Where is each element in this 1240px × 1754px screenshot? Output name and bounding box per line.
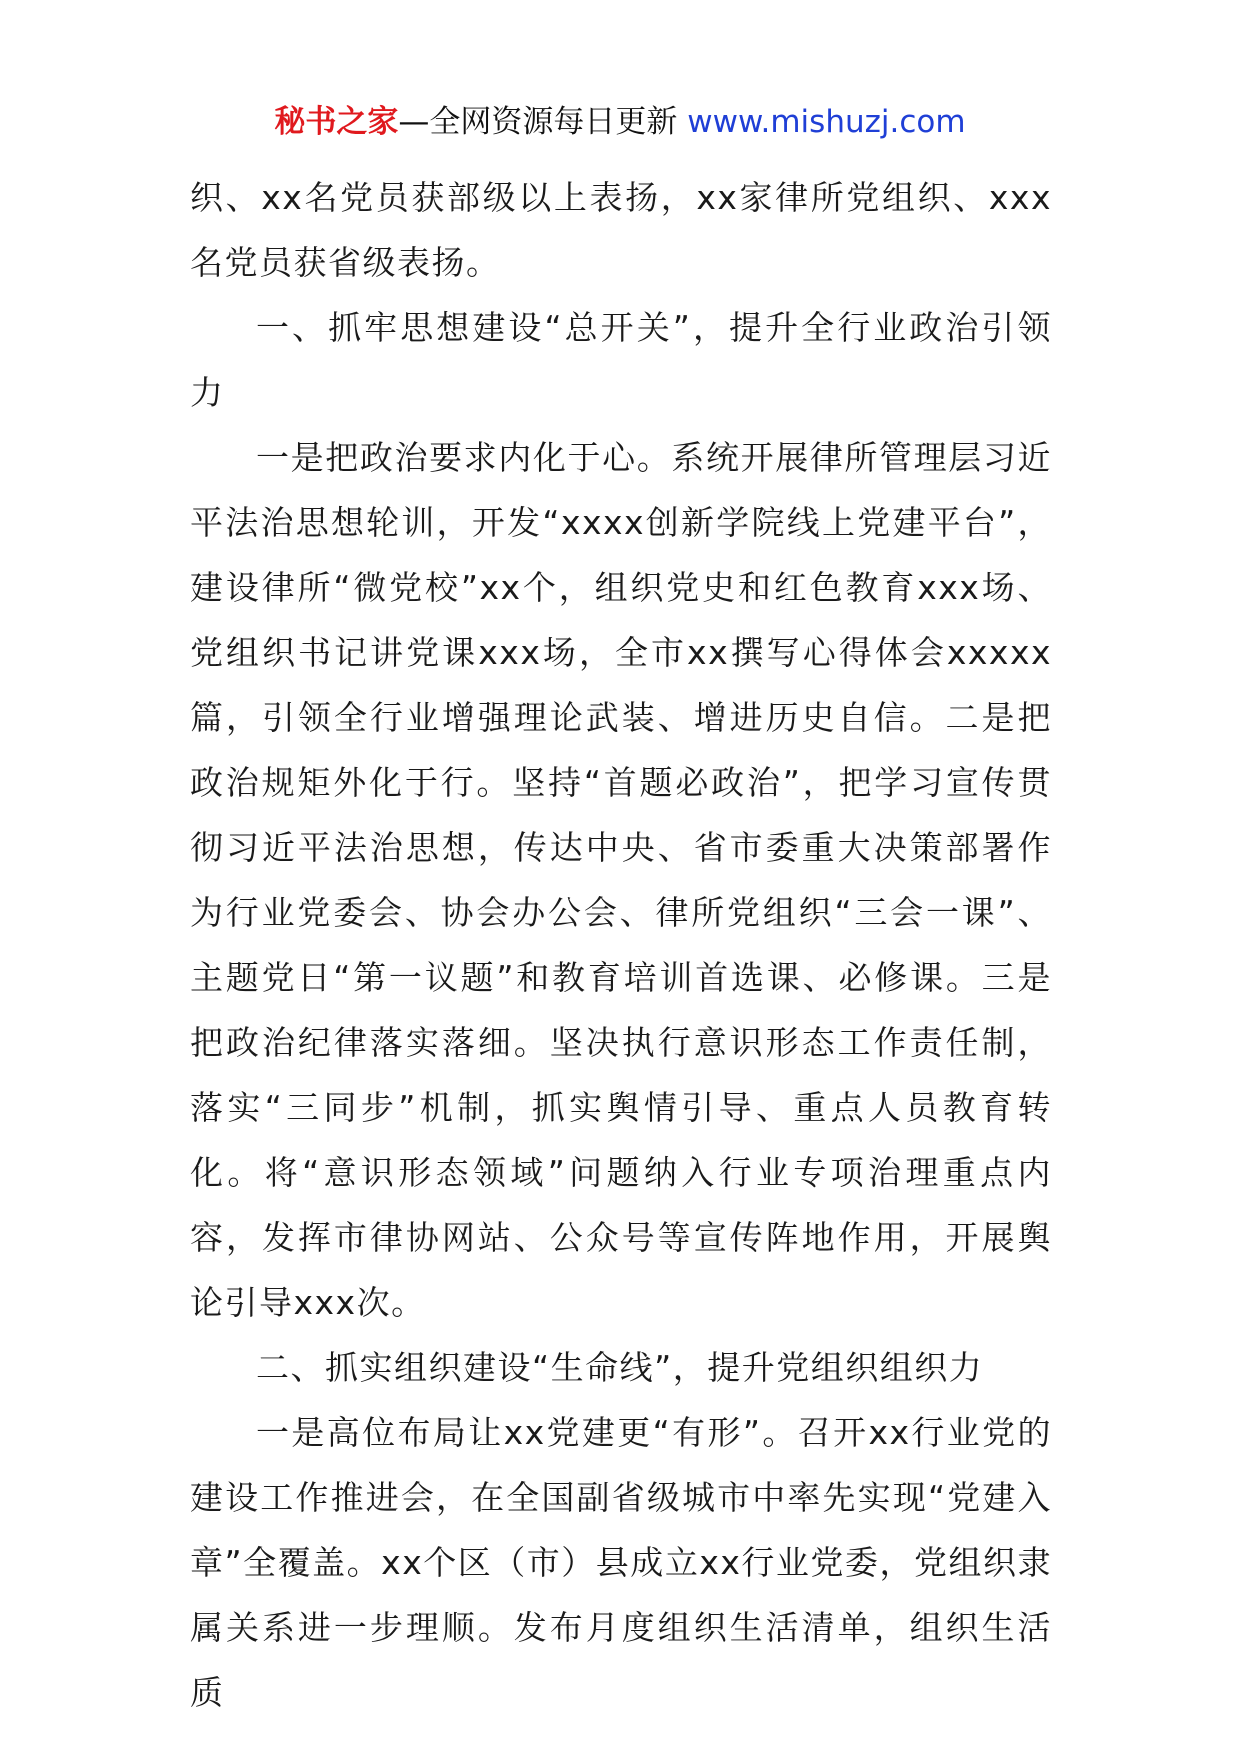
paragraph-body-2: 一是高位布局让xx党建更“有形”。召开xx行业党的建设工作推进会，在全国副省级城市中率先实现“党建入章”全覆盖。xx个区（市）县成立xx行业党委，党组织隶属关系进一步理顺。发布月度组织生活清单，组织生活质 xyxy=(190,1413,1052,1712)
site-url-link[interactable]: www.mishuzj.com xyxy=(687,104,966,140)
brand-name: 秘书之家 xyxy=(274,104,399,140)
paragraph-body-1: 一是把政治要求内化于心。系统开展律所管理层习近平法治思想轮训，开发“xxxx创新学院线上党建平台”，建设律所“微党校”xx个，组织党史和红色教育xxx场、党组织书记讲党课xxx场，全市xx撰写心得体会xxxxx篇，引领全行业增强理论武装、增进历史自信。二是把政治规矩外化于行。坚持“首题必政治”，把学习宣传贯彻习近平法治思想，传达中央、省市委重大决策部署作为行业党委会、协会办公会、律所党组织“三会一课”、主题党日“第一议题”和教育培训首选课、必修课。三是把政治纪律落实落细。坚决执行意识形态工作责任制，落实“三同步”机制，抓实舆情引导、重点人员教育转化。将“意识形态领域”问题纳入行业专项治理重点内容，发挥市律协网站、公众号等宣传阵地作用，开展舆论引导xxx次。 xyxy=(190,438,1052,1322)
paragraph-continuation: 织、xx名党员获部级以上表扬，xx家律所党组织、xxx名党员获省级表扬。 xyxy=(190,178,1052,282)
section-heading-1: 一、抓牢思想建设“总开关”，提升全行业政治引领力 xyxy=(190,308,1052,412)
header-tagline: —全网资源每日更新 xyxy=(398,104,678,140)
page-header xyxy=(0,100,1240,144)
document-body xyxy=(190,165,1052,1725)
section-heading-2: 二、抓实组织建设“生命线”，提升党组织组织力 xyxy=(256,1348,984,1387)
